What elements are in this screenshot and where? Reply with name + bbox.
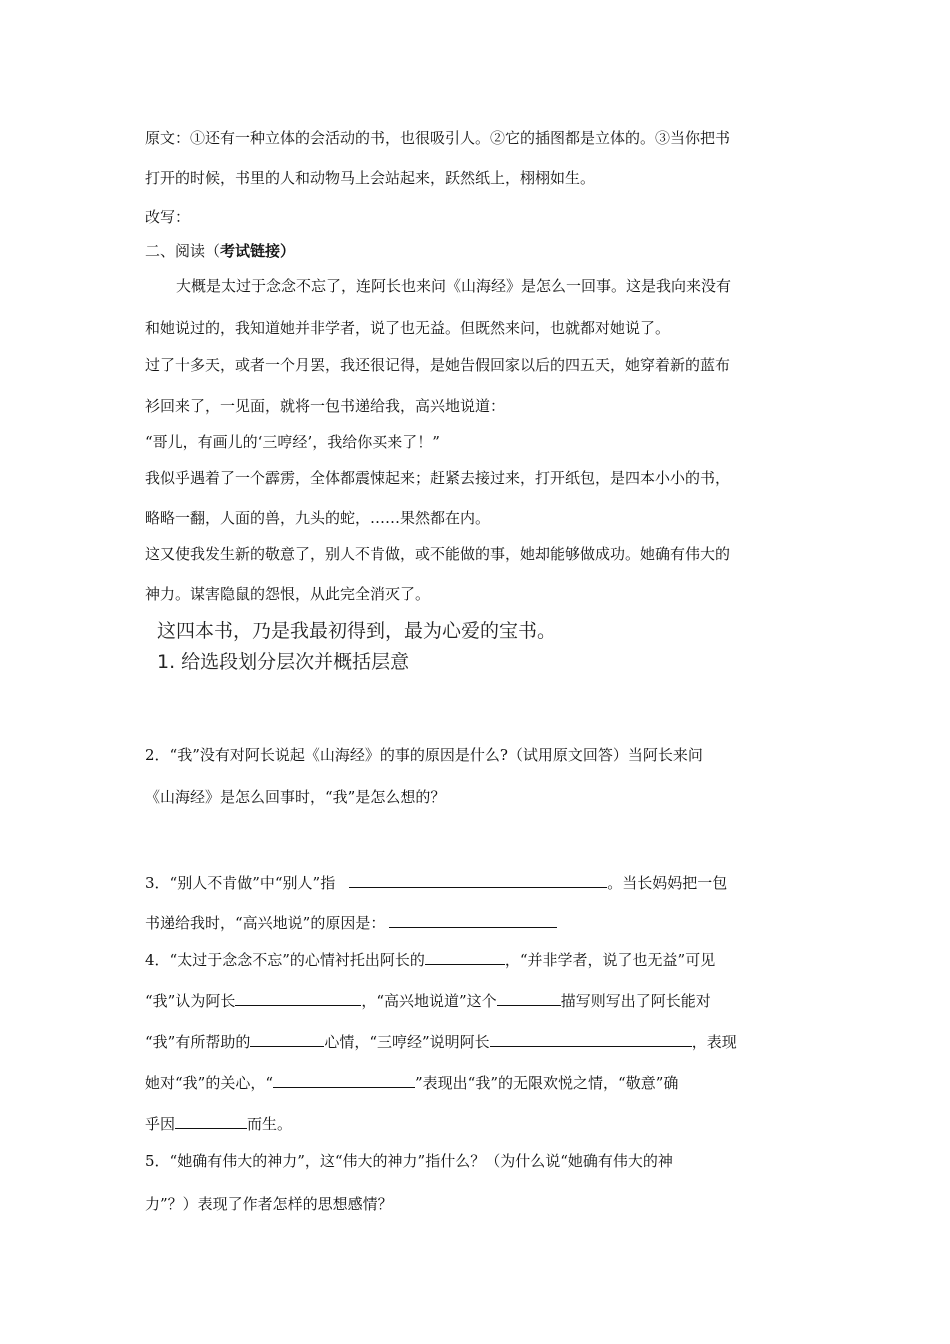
answer-blank[interactable]: [425, 950, 505, 965]
section-heading-bold: 考试链接: [220, 242, 281, 260]
question-4-text: 心情，“三哼经”说明阿长: [324, 1033, 490, 1051]
question-5-line-1: 5．“她确有伟大的神力”，这“伟大的神力”指什么？（为什么说“她确有伟大的神: [145, 1152, 673, 1170]
answer-blank[interactable]: [175, 1114, 247, 1129]
question-4-text: “我”有所帮助的: [145, 1033, 251, 1051]
passage-line-3: 过了十多天，或者一个月罢，我还很记得，是她告假回家以后的四五天，她穿着新的蓝布: [145, 356, 731, 374]
question-4-text: 4．“太过于念念不忘”的心情衬托出阿长的: [145, 951, 425, 969]
section-heading-prefix: 二、阅读（: [145, 242, 221, 260]
question-4-text: 而生。: [247, 1115, 293, 1133]
section-heading: [145, 241, 295, 261]
passage-line-10: 这四本书，乃是我最初得到，最为心爱的宝书。: [157, 620, 557, 642]
question-4-text: 乎因: [145, 1115, 176, 1133]
passage-line-4: 衫回来了，一见面，就将一包书递给我，高兴地说道：: [145, 397, 506, 415]
question-4-line-2: [145, 991, 711, 1011]
question-4-line-5: [145, 1114, 292, 1134]
question-3-text-a: 3．“别人不肯做”中“别人”指: [145, 874, 336, 892]
section-heading-suffix: ）: [280, 242, 296, 260]
question-4-line-1: [145, 950, 715, 970]
passage-line-5: “哥儿，有画儿的‘三哼经’，我给你买来了！”: [145, 433, 440, 451]
question-4-text: 描写则写出了阿长能对: [560, 992, 711, 1010]
passage-line-9: 神力。谋害隐鼠的怨恨，从此完全消灭了。: [145, 585, 431, 603]
passage-line-2: 和她说过的，我知道她并非学者，说了也无益。但既然来问，也就都对她说了。: [145, 319, 671, 337]
question-4-line-4: [145, 1073, 678, 1093]
passage-line-1: 大概是太过于念念不忘了，连阿长也来问《山海经》是怎么一回事。这是我向来没有: [176, 277, 732, 295]
answer-blank[interactable]: [497, 991, 561, 1006]
passage-line-6: 我似乎遇着了一个霹雳，全体都震悚起来；赶紧去接过来，打开纸包，是四本小小的书，: [145, 469, 731, 487]
question-4-line-3: [145, 1032, 737, 1052]
rewrite-label: 改写：: [145, 208, 191, 226]
question-4-text: ，“高兴地说道”这个: [361, 992, 497, 1010]
passage-line-7: 略略一翻，人面的兽，九头的蛇，……果然都在内。: [145, 509, 491, 527]
question-4-text: ，“并非学者，说了也无益”可见: [504, 951, 716, 969]
question-4-text: ，表现: [691, 1033, 737, 1051]
question-2-line-2: 《山海经》是怎么回事时，“我”是怎么想的？: [145, 788, 446, 806]
question-3-line-2: [145, 913, 557, 933]
question-3-text-c: 书递给我时，“高兴地说”的原因是：: [145, 914, 386, 932]
original-text-line-2: 打开的时候，书里的人和动物马上会站起来，跃然纸上，栩栩如生。: [145, 169, 596, 187]
question-5-line-2: 力”？）表现了作者怎样的思想感情？: [145, 1195, 393, 1213]
original-text-line-1: 原文：①还有一种立体的会活动的书，也很吸引人。②它的插图都是立体的。③当你把书: [145, 129, 731, 147]
question-4-text: “我”认为阿长: [145, 992, 236, 1010]
question-4-text: 她对“我”的关心，“: [145, 1074, 274, 1092]
answer-blank[interactable]: [389, 913, 557, 928]
question-3-text-b: 。当长妈妈把一包: [607, 874, 728, 892]
answer-blank[interactable]: [235, 991, 361, 1006]
question-4-text: ”表现出“我”的无限欢悦之情，“敬意”确: [415, 1074, 679, 1092]
answer-blank[interactable]: [349, 873, 607, 888]
question-2-line-1: 2．“我”没有对阿长说起《山海经》的事的原因是什么?（试用原文回答）当阿长来问: [145, 746, 703, 764]
question-1: 1. 给选段划分层次并概括层意: [157, 651, 410, 673]
answer-blank[interactable]: [490, 1032, 692, 1047]
answer-blank[interactable]: [273, 1073, 415, 1088]
answer-blank[interactable]: [250, 1032, 324, 1047]
question-3-line-1: [145, 873, 727, 893]
passage-line-8: 这又使我发生新的敬意了，别人不肯做，或不能做的事，她却能够做成功。她确有伟大的: [145, 545, 731, 563]
